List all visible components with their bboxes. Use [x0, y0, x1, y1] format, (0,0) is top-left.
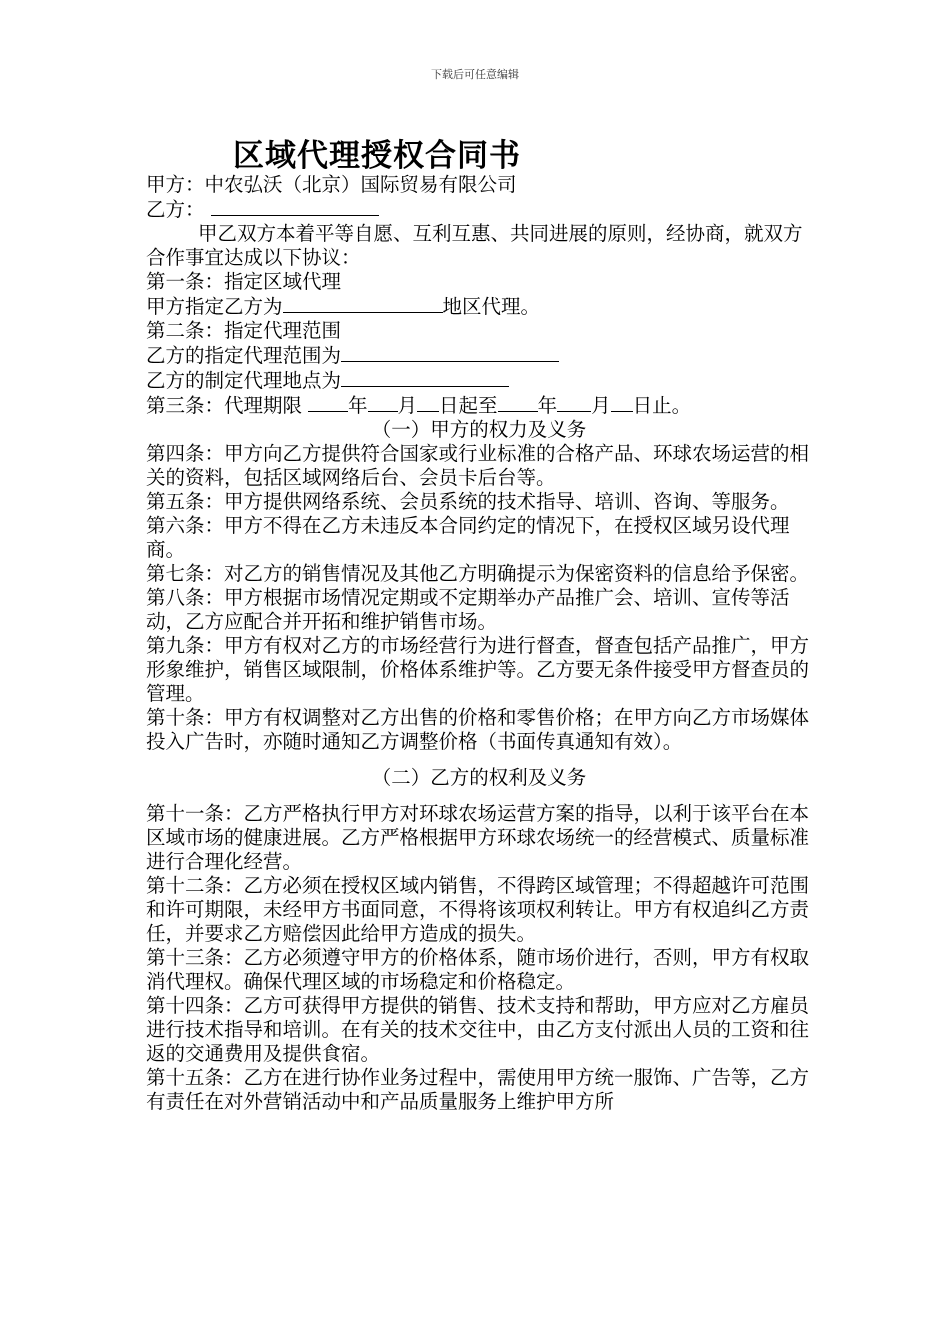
header-note: 下载后可任意编辑	[431, 68, 519, 81]
article-2-scope: 乙方的指定代理范围为	[146, 343, 812, 368]
article-1-title: 第一条：指定区域代理	[146, 270, 342, 293]
article-15: 第十五条：乙方在进行协作业务过程中，需使用甲方统一服饰、广告等，乙方有责任在对外营销活动中和产品质量服务上维护甲方所	[146, 1066, 810, 1113]
article-8: 第八条：甲方根据市场情况定期或不定期举办产品推广会、培训、宣传等活动，乙方应配合并开拓和维护销售市场。	[146, 586, 790, 633]
party-a-name: 中农弘沃（北京）国际贸易有限公司	[204, 173, 517, 196]
start-day-blank	[417, 393, 439, 412]
party-b-blank	[211, 197, 379, 216]
article-6: 第六条：甲方不得在乙方未违反本合同约定的情况下，在授权区域另设代理商。	[146, 514, 790, 561]
article-11: 第十一条：乙方严格执行甲方对环球农场运营方案的指导，以利于该平台在本区域市场的健康进展。乙方严格根据甲方环球农场统一的经营模式、质量标准进行合理化经营。	[146, 802, 810, 873]
start-year-blank	[308, 393, 348, 412]
contract-body	[146, 173, 812, 1114]
article-1-line: 甲方指定乙方为 地区代理。	[146, 295, 541, 318]
article-13: 第十三条：乙方必须遵守甲方的价格体系，随市场价进行，否则，甲方有权取消代理权。确保代理区域的市场稳定和价格稳定。	[146, 946, 810, 993]
region-blank	[283, 294, 443, 313]
intro-paragraph: 甲乙双方本着平等自愿、互利互惠、共同进展的原则，经协商，就双方合作事宜达成以下协议：	[146, 222, 803, 269]
section-2-heading: （二）乙方的权利及义务	[371, 766, 587, 789]
article-2-title: 第二条：指定代理范围	[146, 319, 342, 342]
party-b-line: 乙方：	[146, 197, 812, 222]
scope-blank	[341, 343, 559, 362]
article-10: 第十条：甲方有权调整对乙方出售的价格和零售价格；在甲方向乙方市场媒体投入广告时，亦随时通知乙方调整价格（书面传真通知有效）。	[146, 706, 810, 753]
article-14: 第十四条：乙方可获得甲方提供的销售、技术支持和帮助，甲方应对乙方雇员进行技术指导和培训。在有关的技术交往中，由乙方支付派出人员的工资和往返的交通费用及提供食宿。	[146, 994, 810, 1065]
article-7: 第七条：对乙方的销售情况及其他乙方明确提示为保密资料的信息给予保密。	[146, 562, 810, 585]
start-month-blank	[368, 393, 398, 412]
article-2-location: 乙方的制定代理地点为	[146, 368, 812, 393]
article-12: 第十二条：乙方必须在授权区域内销售，不得跨区域管理；不得超越许可范围和许可期限，未经甲方书面同意，不得将该项权利转让。甲方有权追纠乙方责任，并要求乙方赔偿因此给甲方造成的损失。	[146, 874, 810, 945]
end-day-blank	[611, 393, 633, 412]
location-blank	[341, 368, 509, 387]
article-5: 第五条：甲方提供网络系统、会员系统的技术指导、培训、咨询、等服务。	[146, 490, 790, 513]
document-title: 区域代理授权合同书	[233, 138, 521, 174]
article-3-line: 第三条：代理期限 年 月 日起至 年 月 日止。	[146, 394, 692, 417]
end-year-blank	[498, 393, 538, 412]
article-4: 第四条：甲方向乙方提供符合国家或行业标准的合格产品、环球农场运营的相关的资料，包括区域网络后台、会员卡后台等。	[146, 442, 810, 489]
section-1-heading: （一）甲方的权力及义务	[371, 418, 587, 441]
article-9: 第九条：甲方有权对乙方的市场经营行为进行督查，督查包括产品推广，甲方形象维护，销售区域限制，价格体系维护等。乙方要无条件接受甲方督查员的管理。	[146, 634, 810, 705]
party-a-line: 甲方：中农弘沃（北京）国际贸易有限公司	[146, 173, 517, 196]
end-month-blank	[557, 393, 591, 412]
